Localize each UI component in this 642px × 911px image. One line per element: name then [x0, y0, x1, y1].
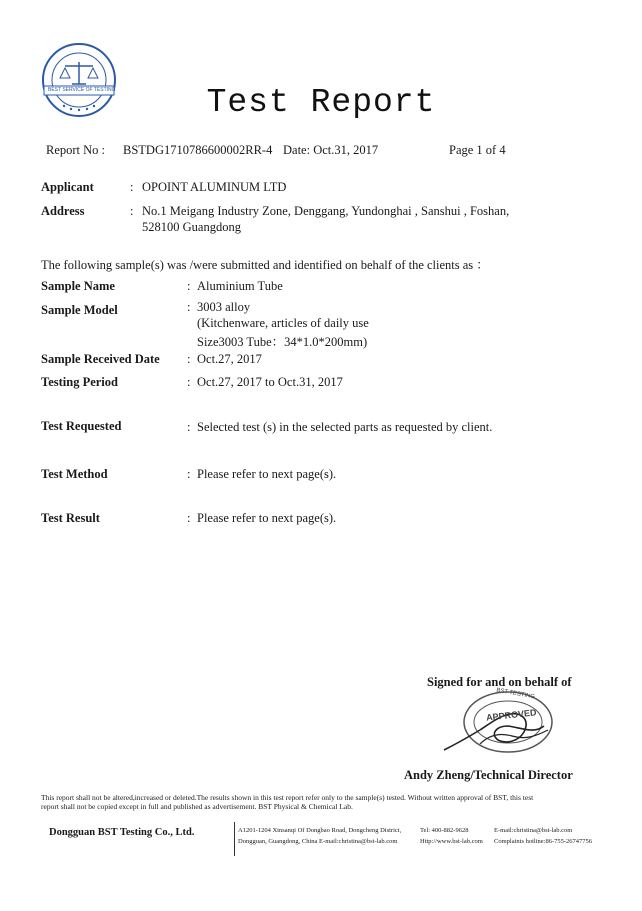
applicant-value: OPOINT ALUMINUM LTD — [142, 180, 287, 194]
footer-web: Http://www.bst-lab.com — [420, 838, 483, 845]
stamp-icon — [440, 686, 558, 762]
page-title: Test Report — [206, 84, 436, 121]
sample-name-value: Aluminium Tube — [197, 279, 283, 293]
signer-name: Andy Zheng/Technical Director — [404, 768, 573, 782]
address-line-1: No.1 Meigang Industry Zone, Denggang, Yundonghai , Sanshui , Foshan, — [142, 204, 510, 218]
disclaimer-line-1: This report shall not be altered,increased or deleted.The results shown in this test report refer only to the sample(s) tested. Without written approval of BST, this test — [41, 793, 534, 802]
stamp-ring-text: BST TESTING — [495, 687, 536, 701]
test-requested-value: Selected test (s) in the selected parts as requested by client. — [197, 420, 493, 434]
address-sep: : — [130, 204, 134, 218]
logo-ring-text: BEST SERVICE OF TESTING — [48, 87, 116, 93]
test-result-sep: : — [187, 511, 191, 525]
testing-period-sep: : — [187, 375, 191, 389]
sample-model-label: Sample Model — [41, 303, 118, 317]
sample-name-label: Sample Name — [41, 279, 115, 293]
footer-company: Dongguan BST Testing Co., Ltd. — [49, 827, 195, 838]
sample-model-line-1: 3003 alloy — [197, 300, 251, 314]
footer-email: E-mail:christina@bst-lab.com — [494, 827, 573, 834]
footer-divider — [234, 822, 235, 856]
footer-complaints: Complaints hotline:86-755-26747756 — [494, 838, 593, 845]
test-method-value: Please refer to next page(s). — [197, 467, 337, 481]
test-result-label: Test Result — [41, 511, 100, 525]
disclaimer-line-2: report shall not be copied except in full and published as advertisement. BST Physical & Chemical Lab. — [41, 802, 353, 811]
test-method-label: Test Method — [41, 467, 108, 481]
sample-model-sep: : — [187, 300, 191, 314]
test-requested-sep: : — [187, 420, 191, 434]
footer-tel: Tel: 400-882-9628 — [420, 827, 469, 834]
report-date: Date: Oct.31, 2017 — [283, 143, 379, 157]
report-no-label: Report No : — [46, 143, 106, 157]
test-requested-label: Test Requested — [41, 419, 122, 433]
signed-on-behalf-label: Signed for and on behalf of — [427, 675, 572, 689]
approved-stamp — [440, 686, 558, 767]
sample-name-sep: : — [187, 279, 191, 293]
footer-address-2: Dongguan, Guangdong, China E-mail:christina@bst-lab.com — [238, 838, 398, 845]
report-no: BSTDG1710786600002RR-4 — [123, 143, 273, 157]
applicant-sep: : — [130, 180, 134, 194]
received-date-label: Sample Received Date — [41, 352, 160, 366]
address-line-2: 528100 Guangdong — [142, 220, 241, 234]
test-result-value: Please refer to next page(s). — [197, 511, 337, 525]
received-date-sep: : — [187, 352, 191, 366]
test-method-sep: : — [187, 467, 191, 481]
sample-model-line-2: (Kitchenware, articles of daily use — [197, 316, 369, 330]
stamp-label: APPROVED — [485, 707, 537, 723]
testing-period-value: Oct.27, 2017 to Oct.31, 2017 — [197, 375, 343, 389]
footer-address-1: A1201-1204 Xinsanqi Of Dongbao Road, Dongcheng District, — [238, 827, 402, 834]
address-label: Address — [41, 204, 85, 218]
page-number: Page 1 of 4 — [449, 143, 506, 157]
testing-period-label: Testing Period — [41, 375, 118, 389]
sample-model-line-3: Size3003 Tube：34*1.0*200mm) — [197, 335, 368, 349]
applicant-label: Applicant — [41, 180, 94, 194]
received-date-value: Oct.27, 2017 — [197, 352, 262, 366]
intro-text: The following sample(s) was /were submitted and identified on behalf of the clients as ： — [41, 258, 489, 272]
